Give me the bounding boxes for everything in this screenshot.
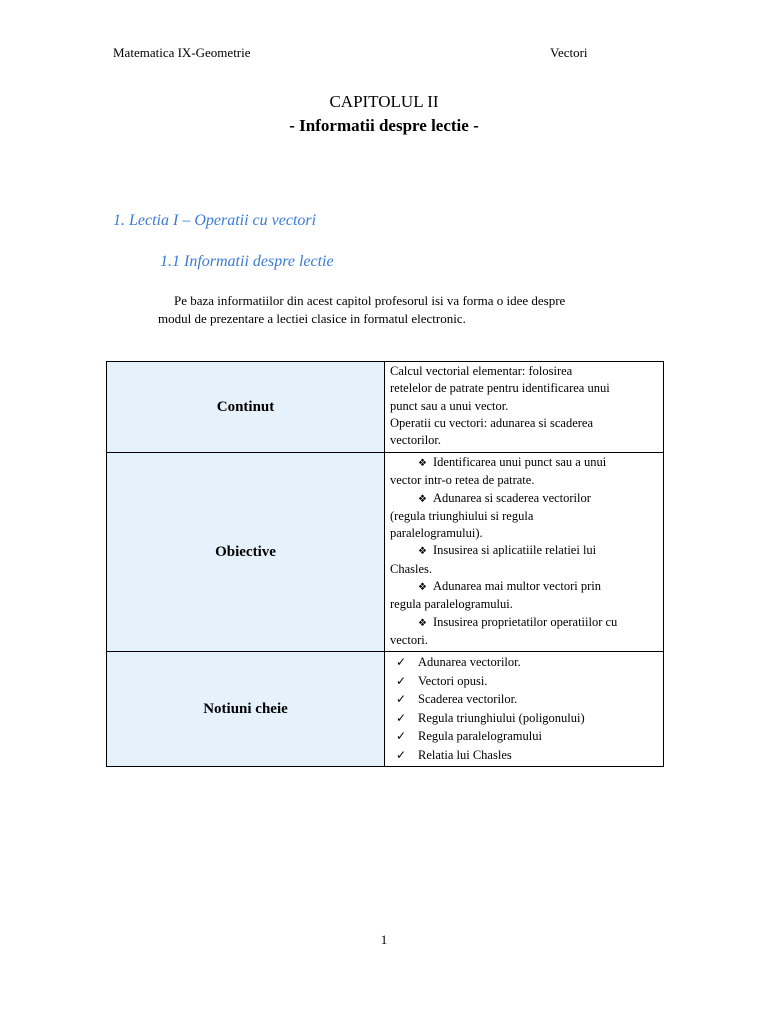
objective-item-continuation: Chasles. (390, 561, 433, 576)
obiective-content (385, 453, 664, 652)
notiuni-content (385, 652, 664, 767)
row-label-notiuni: Notiuni cheie (107, 652, 385, 767)
key-notion-item: ✓ Regula triunghiului (poligonului) (390, 709, 658, 728)
table-row-notiuni (107, 652, 664, 767)
header-topic: Vectori (550, 45, 588, 60)
chapter-title: CAPITOLUL II (329, 92, 439, 111)
checkmark-icon: ✓ (396, 692, 407, 707)
key-notion-item: ✓ Adunarea vectorilor. (390, 653, 658, 672)
key-notion-item: ✓ Vectori opusi. (390, 672, 658, 691)
continut-line: Operatii cu vectori: adunarea si scaderea (390, 415, 594, 430)
objective-item: ❖ Insusirea si aplicatiile relatiei lui (390, 542, 658, 560)
intro-line-2: modul de prezentare a lectiei clasice in formatul electronic. (158, 311, 466, 326)
page-number: 1 (380, 932, 388, 947)
checkmark-icon: ✓ (396, 655, 407, 670)
section-subheading: 1.1 Informatii despre lectie (160, 253, 334, 270)
row-label-continut: Continut (107, 362, 385, 453)
continut-content (385, 362, 664, 453)
checkmark-icon: ✓ (396, 729, 407, 744)
objective-item: ❖ Adunarea si scaderea vectorilor (390, 490, 658, 508)
table-row-obiective (107, 453, 664, 652)
objective-item: ❖ Insusirea proprietatilor operatiilor cu (390, 614, 658, 632)
objective-item-continuation: vector intr-o retea de patrate. (390, 473, 535, 488)
objective-item-continuation: regula paralelogramului. (390, 597, 513, 612)
objective-item-continuation: vectori. (390, 632, 428, 647)
key-notion-item: ✓ Scaderea vectorilor. (390, 690, 658, 709)
objective-item: ❖ Adunarea mai multor vectori prin (390, 578, 658, 596)
chapter-subtitle: - Informatii despre lectie - (289, 116, 479, 135)
diamond-bullet-icon: ❖ (418, 458, 427, 469)
key-notion-item: ✓ Regula paralelogramului (390, 727, 658, 746)
checkmark-icon: ✓ (396, 747, 407, 762)
intro-line-1: Pe baza informatiilor din acest capitol profesorul isi va forma o idee despre (174, 293, 566, 308)
diamond-bullet-icon: ❖ (418, 582, 427, 594)
objective-item-continuation: (regula triunghiului si regula paralelogramului). (390, 508, 534, 541)
section-heading: 1. Lectia I – Operatii cu vectori (113, 212, 317, 229)
objective-item: ❖ Identificarea unui punct sau a unui (390, 454, 658, 472)
continut-line: retelelor de patrate pentru identificarea unui (390, 381, 610, 396)
diamond-bullet-icon: ❖ (418, 546, 427, 558)
continut-line: vectorilor. (390, 433, 442, 448)
continut-line: Calcul vectorial elementar: folosirea (390, 364, 573, 378)
key-notion-item: ✓ Relatia lui Chasles (390, 746, 658, 765)
row-label-obiective: Obiective (107, 453, 385, 652)
diamond-bullet-icon: ❖ (418, 493, 427, 505)
diamond-bullet-icon: ❖ (418, 617, 427, 629)
lesson-info-table (106, 361, 664, 767)
header-course-title: Matematica IX-Geometrie (113, 45, 251, 60)
intro-paragraph (158, 292, 638, 328)
continut-line: punct sau a unui vector. (390, 398, 509, 413)
table-row-continut (107, 362, 664, 453)
checkmark-icon: ✓ (396, 710, 407, 725)
checkmark-icon: ✓ (396, 673, 407, 688)
